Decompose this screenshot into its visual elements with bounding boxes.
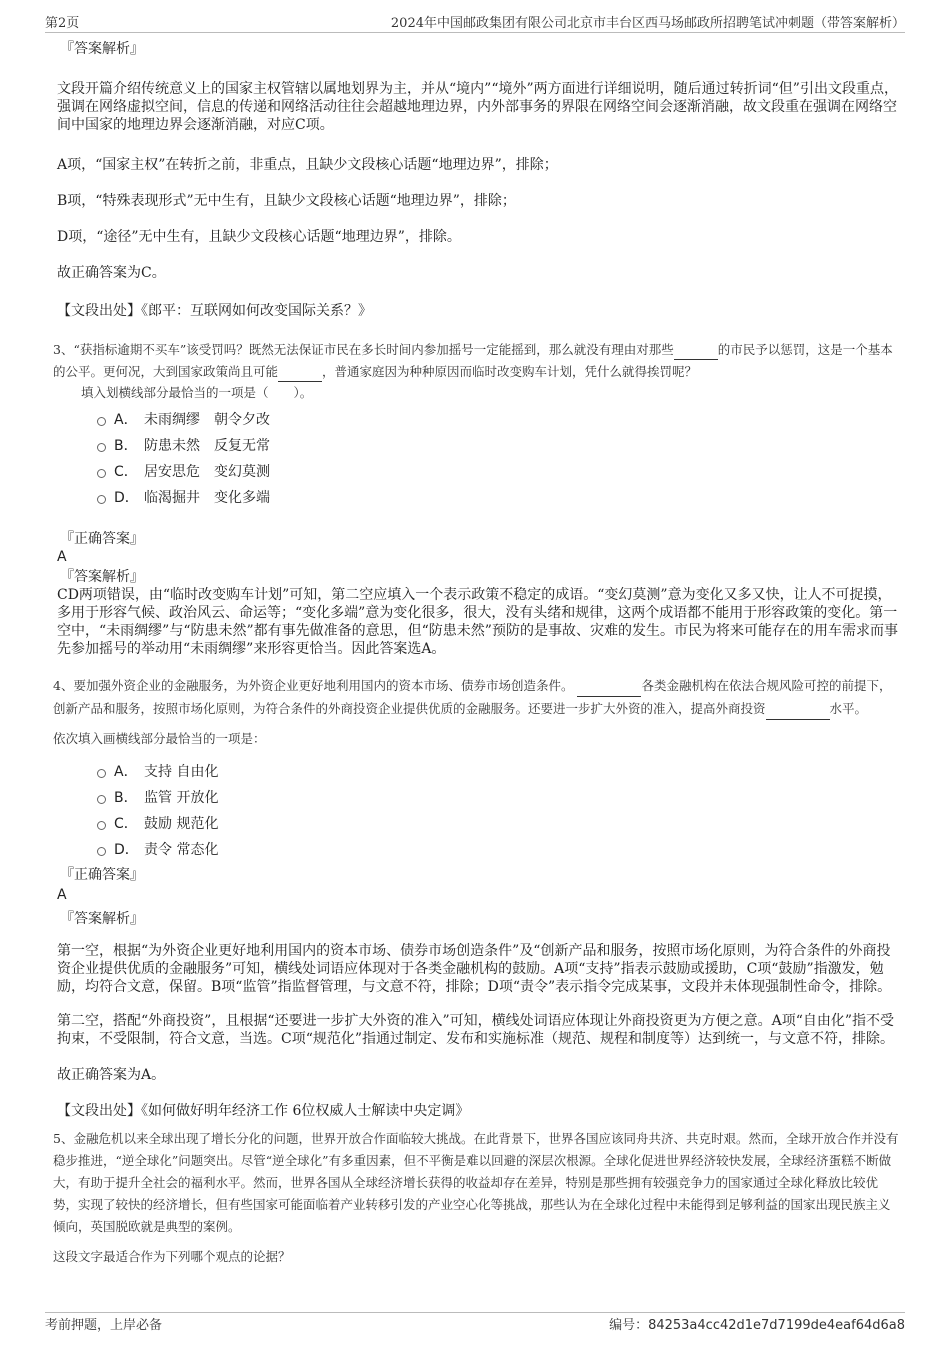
footer-code-label: 编号： [609, 1318, 649, 1333]
radio-icon[interactable] [97, 495, 106, 504]
q3-answer-label: 『正确答案』 [60, 531, 144, 547]
q4-analysis-para-2: 第二空，搭配“外商投资”，且根据“还要进一步扩大外资的准入”可知，横线处词语应体现让外商投资更为方便之意。A项“自由化”指不受拘束，不受限制，符合文意，当选。C项“规范化”指通过制定、发布和实施标准（规范、规程和制度等）达到统一，与文意不符，排除。 [57, 1013, 895, 1047]
q5-prompt: 这段文字最适合作为下列哪个观点的论据？ [53, 1249, 291, 1264]
q4-answer: A [57, 887, 67, 903]
q4-stem: 4、要加强外资企业的金融服务，为外资企业更好地利用国内的资本市场、债券市场创造条件。 各类金融机构在依法合规风险可控的前提下，创新产品和服务，按照市场化原则，为符合条件的外商投资企业提供优质的金融服务。还要进一步扩大外资的准入，提高外商投资 水平。 [53, 674, 902, 720]
q2-option-d-note: D项，“途径”无中生有，且缺少文段核心话题“地理边界”，排除。 [57, 229, 461, 245]
q4-answer-label: 『正确答案』 [60, 867, 144, 883]
q4-prompt: 依次填入画横线部分最恰当的一项是： [53, 731, 266, 746]
q3-blank-2 [278, 360, 322, 382]
page-number: 第2页 [45, 15, 80, 31]
q4-conclusion: 故正确答案为A。 [57, 1067, 166, 1083]
q3-option-b[interactable]: B． 防患未然 反复无常 [97, 432, 902, 458]
radio-icon[interactable] [97, 469, 106, 478]
radio-icon[interactable] [97, 821, 106, 830]
radio-icon[interactable] [97, 795, 106, 804]
footer-code-block [609, 1314, 905, 1333]
q3-stem: 3、“获指标逾期不买车”该受罚吗？既然无法保证市民在多长时间内参加摇号一定能摇到，那么就没有理由对那些 的市民予以惩罚，这是一个基本的公平。更何况，大到国家政策尚且可能 ，普通家庭因为种种原因而临时改变购车计划，凭什么就得挨罚呢？ [53, 338, 902, 382]
q2-option-b-note: B项，“特殊表现形式”无中生有，且缺少文段核心话题“地理边界”，排除； [57, 193, 516, 209]
q3-option-a[interactable]: A． 未雨绸缪 朝令夕改 [97, 406, 902, 432]
radio-icon[interactable] [97, 847, 106, 856]
q4-analysis-para-1: 第一空，根据“为外资企业更好地利用国内的资本市场、债券市场创造条件”及“创新产品和服务，按照市场化原则，为符合条件的外商投资企业提供优质的金融服务”可知，横线处词语应体现对于各类金融机构的鼓励。A项“支持”指表示鼓励或援助，C项“鼓励”指激发，勉励，均符合文意，保留。B项“监管”指监督管理，与文意不符，排除；D项“责令”表示指令完成某事，文段并未体现强制性命令，排除。 [57, 943, 892, 995]
q2-source: 【文段出处】《郎平：互联网如何改变国际关系？》 [57, 303, 372, 319]
q4-option-b[interactable]: B． 监管 开放化 [97, 784, 902, 810]
q4-options [97, 758, 902, 862]
q3-analysis: CD两项错误，由“临时改变购车计划”可知，第二空应填入一个表示政策不稳定的成语。“变幻莫测”意为变化又多又快，让人不可捉摸，多用于形容气候、政治风云、命运等；“变化多端”意为变化很多，很大，没有头绪和规律，这两个成语都不能用于形容政策的变化。第一空中，“未雨绸缪”与“防患未然”都有事先做准备的意思，但“防患未然”预防的是事故、灾难的发生。市民为将来可能存在的用车需求而事先参加摇号的举动用“未雨绸缪”来形容更恰当。因此答案选A。 [57, 587, 898, 657]
q3-answer: A [57, 549, 67, 565]
footer-slogan: 考前押题，上岸必备 [45, 1318, 163, 1333]
q4-source: 【文段出处】《如何做好明年经济工作 6位权威人士解读中央定调》 [57, 1103, 470, 1119]
q4-analysis-label: 『答案解析』 [60, 911, 144, 927]
q4-option-d[interactable]: D． 责令 常态化 [97, 836, 902, 862]
q4-option-a[interactable]: A． 支持 自由化 [97, 758, 902, 784]
radio-icon[interactable] [97, 443, 106, 452]
document-title: 2024年中国邮政集团有限公司北京市丰台区西马场邮政所招聘笔试冲刺题（带答案解析） [390, 15, 905, 31]
q4-blank-2 [766, 697, 830, 720]
q4-option-c[interactable]: C． 鼓励 规范化 [97, 810, 902, 836]
radio-icon[interactable] [97, 769, 106, 778]
document-body [53, 40, 902, 1268]
q2-analysis-para: 文段开篇介绍传统意义上的国家主权管辖以属地划界为主，并从“境内”“境外”两方面进行详细说明，随后通过转折词“但”引出文段重点，强调在网络虚拟空间，信息的传递和网络活动往往会超越地理边界，内外部事务的界限在网络空间会逐渐消融，故文段重在强调在网络空间中国家的地理边界会逐渐消融，对应C项。 [57, 81, 898, 133]
q3-blank-1 [674, 338, 718, 360]
q4-blank-1 [577, 674, 641, 697]
footer-code: 84253a4cc42d1e7d7199de4eaf64d6a8 [648, 1318, 905, 1333]
page-footer [45, 1312, 905, 1333]
radio-icon[interactable] [97, 417, 106, 426]
q3-option-c[interactable]: C． 居安思危 变幻莫测 [97, 458, 902, 484]
q2-analysis-label: 『答案解析』 [60, 41, 144, 57]
q3-prompt: 填入划横线部分最恰当的一项是（ ）。 [81, 385, 313, 400]
page-header [45, 10, 905, 33]
q5-stem: 5、金融危机以来全球出现了增长分化的问题，世界开放合作面临较大挑战。在此背景下，世界各国应该同舟共济、共克时艰。然而，全球开放合作并没有稳步推进，“逆全球化”问题突出。尽管“逆全球化”有多重因素，但不平衡是难以回避的深层次根源。全球化促进世界经济较快发展，全球经济蛋糕不断做大，有助于提升全社会的福利水平。然而，世界各国从全球经济增长获得的收益却存在差异，特别是那些拥有较强竞争力的国家通过全球化释放比较优势，实现了较快的经济增长，但有些国家可能面临着产业转移引发的产业空心化等挑战，那些认为在全球化过程中未能得到足够利益的国家出现民族主义倾向，英国脱欧就是典型的案例。 [53, 1131, 899, 1234]
q2-option-a-note: A项，“国家主权”在转折之前，非重点，且缺少文段核心话题“地理边界”，排除； [57, 157, 558, 173]
q2-conclusion: 故正确答案为C。 [57, 265, 166, 281]
q3-options [97, 406, 902, 510]
q3-option-d[interactable]: D． 临渴掘井 变化多端 [97, 484, 902, 510]
q3-analysis-label: 『答案解析』 [60, 569, 144, 585]
